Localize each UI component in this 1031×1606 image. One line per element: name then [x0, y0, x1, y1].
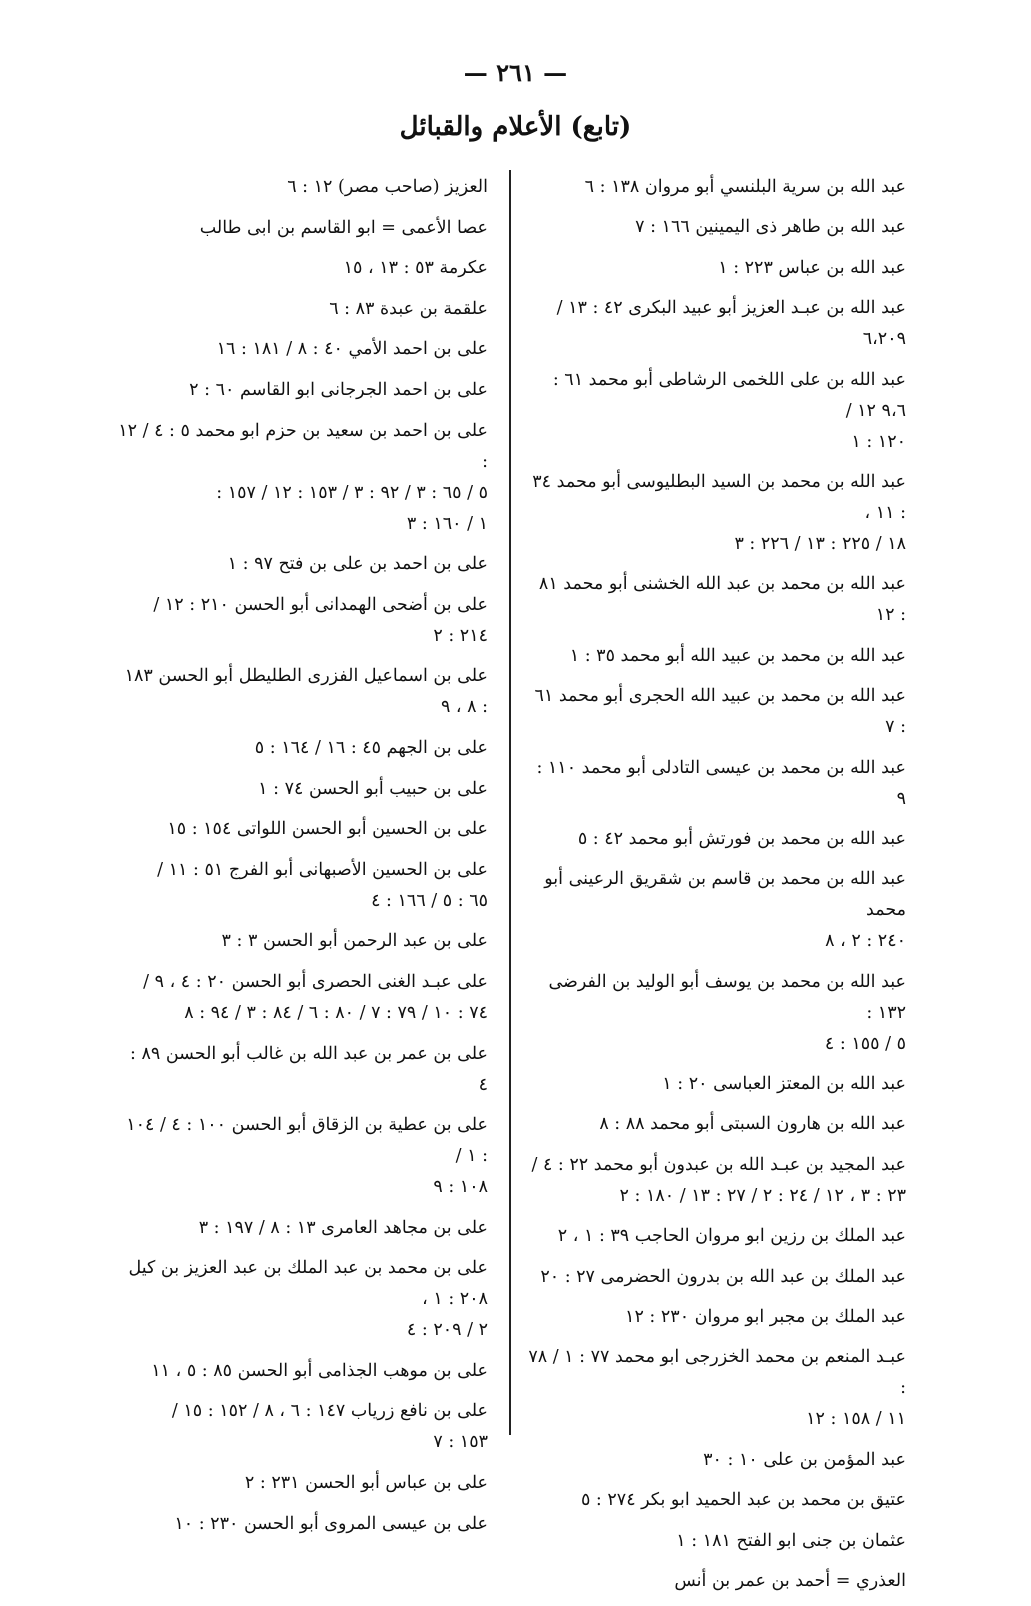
index-entry: عبد الله بن محمد بن عبيد الله أبو محمد ٣٥ : ١ — [569, 645, 906, 666]
index-entry: عبد الله بن طاهر ذى اليمينين ١٦٦ : ٧ — [635, 217, 906, 238]
page-number: — ٢٦١ — — [463, 58, 568, 87]
index-entry: عبد الله بن سرية البلنسي أبو مروان ١٣٨ : ٦ — [584, 177, 906, 197]
index-entry: على بن احمد الجرجانى ابو القاسم ٦٠ : ٢ — [189, 379, 488, 400]
index-entry: على بن محمد بن عبد الملك بن عبد العزيز بن كيل ٢٠٨ : ١ ، ٢ / ٢٠٩ : ٤ — [128, 1258, 488, 1341]
index-entry: على بن عطية بن الزقاق أبو الحسن ١٠٠ : ٤ / ١٠٤ : ١ / ١٠٨ : ٩ — [126, 1115, 488, 1198]
index-entry: على بن احمد الأمي ٤٠ : ٨ / ١٨١ : ١٦ — [216, 339, 488, 360]
index-column-right — [528, 172, 906, 1606]
index-entry: على بن الحسين أبو الحسن اللواتى ١٥٤ : ١٥ — [167, 819, 488, 840]
index-entry: عبـد المنعم بن محمد الخزرجى ابو محمد ٧٧ : ١ / ٧٨ : ١١ / ١٥٨ : ١٢ — [528, 1347, 906, 1430]
index-column-left — [116, 172, 488, 1549]
index-entry: على بن موهب الجذامى أبو الحسن ٨٥ : ٥ ، ١١ — [151, 1360, 488, 1381]
index-entry: العزيز (صاحب مصر) ١٢ : ٦ — [287, 177, 488, 197]
index-entry: على بن عبد الرحمن أبو الحسن ٣ : ٣ — [221, 931, 488, 952]
index-entry: العذري = أحمد بن عمر بن أنس — [674, 1570, 906, 1591]
index-entry: على بن نافع زرياب ١٤٧ : ٦ ، ٨ / ١٥٢ : ١٥ / ١٥٣ : ٧ — [171, 1401, 488, 1453]
index-entry: عكرمة ٥٣ : ١٣ ، ١٥ — [343, 258, 488, 279]
index-entry: على عبـد الغنى الحصرى أبو الحسن ٢٠ : ٤ ، ٩ / ٧٤ : ١٠ / ٧٩ : ٧ / ٨٠ : ٦ / ٨٤ : ٣ / ٩٤ : ٨ — [143, 971, 488, 1023]
index-entry: على بن عمر بن عبد الله بن غالب أبو الحسن ٨٩ : ٤ — [130, 1043, 488, 1095]
index-entry: عبد الله بن محمد بن عبيد الله الحجرى أبو محمد ٦١ : ٧ — [534, 686, 906, 738]
index-entry: عبد الله بن عبـد العزيز أبو عبيد البكرى ٤٢ : ١٣ / ٦،٢٠٩ — [556, 298, 906, 350]
index-entry: عبد الله بن عباس ٢٢٣ : ١ — [718, 257, 906, 278]
index-entry: عبد المؤمن بن على ١٠ : ٣٠ — [703, 1449, 906, 1470]
index-entry: عبد الله بن محمد بن فورتش أبو محمد ٤٢ : ٥ — [577, 828, 906, 849]
index-entry: على بن أضحى الهمدانى أبو الحسن ٢١٠ : ١٢ / ٢١٤ : ٢ — [153, 594, 488, 646]
index-entry: على بن احمد بن على بن فتح ٩٧ : ١ — [227, 554, 488, 575]
index-entry: عبد الملك بن مجبر ابو مروان ٢٣٠ : ١٢ — [625, 1307, 906, 1328]
index-entry: عبد الله بن المعتز العباسى ٢٠ : ١ — [662, 1074, 906, 1095]
index-entry: عبد الملك بن عبد الله بن بدرون الحضرمى ٢٧ : ٢٠ — [540, 1266, 906, 1287]
index-entry: عبد الله بن على اللخمى الرشاطى أبو محمد ٦١ : ٩،٦ ١٢ / ١٢٠ : ١ — [552, 369, 906, 452]
index-entry: على بن عباس أبو الحسن ٢٣١ : ٢ — [244, 1473, 488, 1494]
index-entry: على بن حبيب أبو الحسن ٧٤ : ١ — [258, 778, 488, 799]
index-entry: على بن الحسين الأصبهانى أبو الفرج ٥١ : ١١ / ٦٥ : ٥ / ١٦٦ : ٤ — [157, 859, 488, 911]
index-entry: عبد الله بن محمد بن عيسى التادلى أبو محمد ١١٠ : ٩ — [536, 757, 906, 809]
index-entry: عبد الله بن محمد بن السيد البطليوسى أبو محمد ٣٤ : ١١ ، ١٨ / ٢٢٥ : ١٣ / ٢٢٦ : ٣ — [532, 471, 906, 554]
index-entry: عتيق بن محمد بن عبد الحميد ابو بكر ٢٧٤ : ٥ — [580, 1490, 906, 1511]
index-entry: على بن الجهم ٤٥ : ١٦ / ١٦٤ : ٥ — [254, 737, 488, 758]
index-entry: عبد الملك بن رزين ابو مروان الحاجب ٣٩ : ١ ، ٢ — [557, 1226, 906, 1247]
column-divider — [509, 170, 511, 1435]
index-entry: عثمان بن جنى ابو الفتح ١٨١ : ١ — [676, 1530, 906, 1551]
index-entry: عبد الله بن هارون السبتى أبو محمد ٨٨ : ٨ — [599, 1114, 906, 1135]
index-entry: على بن اسماعيل الفزرى الطليطل أبو الحسن ١٨٣ : ٨ ، ٩ — [124, 666, 488, 718]
index-entry: على بن مجاهد العامرى ١٣ : ٨ / ١٩٧ : ٣ — [198, 1217, 488, 1238]
index-entry: عبد المجيد بن عبـد الله بن عبدون أبو محمد ٢٢ : ٤ / ٢٣ : ٣ ، ١٢ / ٢٤ : ٢ / ٢٧ : ١٣ / ١٨٠ : ٢ — [531, 1154, 906, 1206]
index-entry: عبد الله بن محمد بن قاسم بن شقريق الرعينى أبو محمد ٢٤٠ : ٢ ، ٨ — [544, 869, 906, 952]
index-entry: عبد الله بن محمد بن عبد الله الخشنى أبو محمد ٨١ : ١٢ — [538, 574, 906, 626]
index-entry: على بن عيسى المروى أبو الحسن ٢٣٠ : ١٠ — [174, 1513, 488, 1534]
index-entry: عبد الله بن محمد بن يوسف أبو الوليد بن الفرضى ١٣٢ : ٥ / ١٥٥ : ٤ — [548, 971, 906, 1054]
index-entry: على بن احمد بن سعيد بن حزم ابو محمد ٥ : ٤ / ١٢ : ٥ / ٦٥ : ٣ / ٩٢ : ٣ / ١٥٣ : ١٢ / ١٥٧ : ١ / ١٦٠ : ٣ — [118, 420, 488, 534]
page-title: (تابع) الأعلام والقبائل — [399, 112, 632, 142]
index-entry: عصا الأعمى = ابو القاسم بن ابى طالب — [199, 217, 488, 238]
index-entry: علقمة بن عبدة ٨٣ : ٦ — [329, 298, 488, 319]
